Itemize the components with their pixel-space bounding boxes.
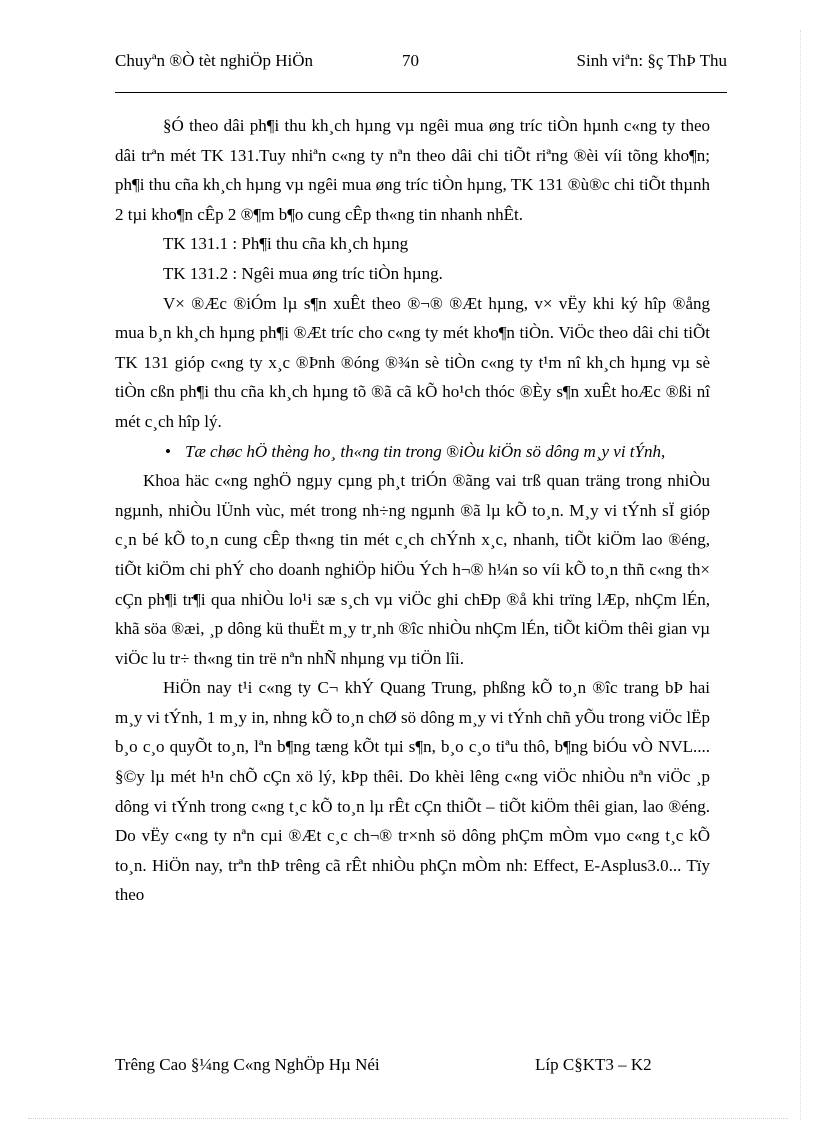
header-student-name: Sinh viªn: §ç ThÞ Thu — [576, 51, 727, 70]
page-right-edge — [800, 30, 801, 1120]
footer-class-code: Líp C§KT3 – K2 — [535, 1055, 652, 1074]
bullet-icon: • — [165, 441, 171, 461]
footer-school-name: Trêng Cao §¼ng C«ng NghÖp Hµ Néi — [115, 1055, 380, 1074]
header-page-number: 70 — [402, 51, 419, 70]
page-header — [115, 50, 727, 94]
bullet-item-computerized-info — [115, 437, 710, 467]
account-line-131-2: TK 131.2 : Ngêi mua øng tríc tiÒn hµng. — [163, 263, 443, 283]
account-line-131-1: TK 131.1 : Ph¶i thu cña kh¸ch hµng — [163, 234, 409, 254]
document-body — [115, 111, 710, 910]
page-bottom-edge — [28, 1118, 788, 1119]
paragraph-technology-accounting: Khoa häc c«ng nghÖ ngµy cµng ph¸t triÓn ®ãng vai trß quan träng trong nhiÒu ngµnh, nhiÒu lÜnh vùc, mét trong nh÷ng ngµnh ®ã lµ kÕ to¸n. M¸y vi tÝnh sÏ gióp c¸n bé kÕ to¸n cung cÊp th«ng tin mét c¸ch chÝnh x¸c, nhanh, tiÕt kiÖm lao ®éng, tiÕt kiÖm chi phÝ cho doanh nghiÖp hiÖu Ých h¬® h¼n so víi kÕ to¸n thñ c«ng th× cÇn ph¶i tr¶i qua nhiÒu lo¹i sæ s¸ch vµ viÖc ghi chÐp ®å khi trïng lÆp, nhÇm lÉn, khã söa ®æi, ¸p dông kü thuËt m¸y tr¸nh ®îc nhiÒu nhÇm lÉn, tiÕt kiÖm thêi gian vµ viÖc lu tr÷ th«ng tin trë nªn nhÑ nhµng vµ tiÖn lîi. — [115, 471, 710, 668]
paragraph-receivables-tracking: §Ó theo dâi ph¶i thu kh¸ch hµng vµ ngêi mua øng tríc tiÒn hµnh c«ng ty theo dâi trªn mét TK 131.Tuy nhiªn c«ng ty nªn theo dâi chi tiÕt riªng ®èi víi tõng kho¶n; ph¶i thu cña kh¸ch hµng vµ ngêi mua øng tríc tiÒn hµng, TK 131 ®ù®c chi tiÕt thµnh 2 tµi kho¶n cÊp 2 ®¶m b¶o cung cÊp th«ng tin nhanh nhÊt. — [115, 116, 710, 224]
bullet-text: Tæ chøc hÖ thèng ho¸ th«ng tin trong ®iÒu kiÖn sö dông m¸y vi tÝnh, — [185, 441, 666, 461]
header-divider — [115, 92, 727, 93]
paragraph-company-computers: HiÖn nay t¹i c«ng ty C¬ khÝ Quang Trung, phßng kÕ to¸n ®îc trang bÞ hai m¸y vi tÝnh, 1 m¸y in, nhng kÕ to¸n chØ sö dông m¸y vi tÝnh chñ yÕu trong viÖc lËp b¸o c¸o quyÕt to¸n, lªn b¶ng tæng kÕt tµi s¶n, b¸o c¸o tiªu thô, b¶ng biÓu vÒ NVL.... §©y lµ mét h¹n chÕ cÇn xö lý, kÞp thêi. Do khèi lêng c«ng viÖc nhiÒu nªn viÖc ¸p dông vi tÝnh trong c«ng t¸c kÕ to¸n lµ rÊt cÇn thiÕt – tiÕt kiÖm thêi gian, lao ®éng. Do vËy c«ng ty nªn cµi ®Æt c¸c ch¬® tr×nh sö dông phÇm mÒm vµo c«ng t¸c kÕ to¸n. HiÖn nay, trªn thÞ trêng cã rÊt nhiÒu phÇn mÒm nh: Effect, E-Asplus3.0... Tïy theo — [115, 678, 710, 905]
paragraph-order-deposits: V× ®Æc ®iÓm lµ s¶n xuÊt theo ®¬® ®Æt hµng, v× vËy khi ký hîp ®ång mua b¸n kh¸ch hµng ph¶i ®Æt tríc cho c«ng ty mét kho¶n tiÒn. ViÖc theo dâi chi tiÕt TK 131 gióp c«ng ty x¸c ®Þnh ®óng ®¾n sè tiÒn c«ng ty t¹m nî kh¸ch hµng vµ sè tiÒn cßn ph¶i thu cña kh¸ch hµng tõ ®ã cã kÕ ho¹ch thóc ®Èy s¶n xuÊt hoÆc ®ßi nî mét c¸ch hîp lý. — [115, 293, 710, 431]
header-thesis-title: Chuyªn ®Ò tèt nghiÖp HiÖn — [115, 51, 313, 70]
